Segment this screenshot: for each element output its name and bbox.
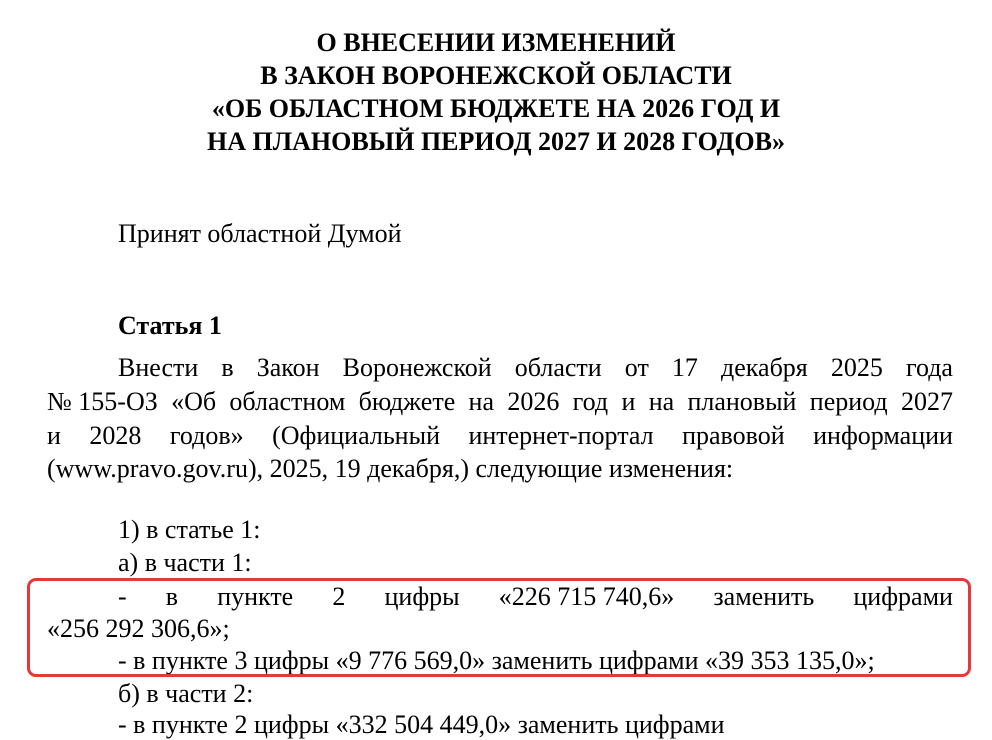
point-2-line: - в пункте 2 цифры «226 715 740,6» заменить цифрами <box>118 582 953 611</box>
article-intro-line-1: Внести в Закон Воронежской области от 17 декабря 2025 года <box>118 353 953 382</box>
article-intro-line-4: (www.pravo.gov.ru), 2025, 19 декабря,) следующие изменения: <box>47 454 734 483</box>
cut-off-line: - в пункте 2 цифры «332 504 449,0» заменить цифрами <box>118 710 725 739</box>
item-a: а) в части 1: <box>118 548 252 577</box>
point-3-line: - в пункте 3 цифры «9 776 569,0» заменить цифрами «39 353 135,0»; <box>118 646 875 675</box>
point-2-tail: «256 292 306,6»; <box>47 614 230 643</box>
title-line-1: О ВНЕСЕНИИ ИЗМЕНЕНИЙ <box>316 28 676 57</box>
title-line-4: НА ПЛАНОВЫЙ ПЕРИОД 2027 И 2028 ГОДОВ» <box>207 127 785 156</box>
title-line-2: В ЗАКОН ВОРОНЕЖСКОЙ ОБЛАСТИ <box>260 61 732 90</box>
adopted-by-text: Принят областной Думой <box>118 219 402 248</box>
item-b: б) в части 2: <box>118 679 254 708</box>
document-title <box>0 26 992 158</box>
article-intro-line-3: и 2028 годов» (Официальный интернет-портал правовой информации <box>47 421 953 450</box>
title-line-3: «ОБ ОБЛАСТНОМ БЮДЖЕТЕ НА 2026 ГОД И <box>211 94 781 123</box>
item-1: 1) в статье 1: <box>118 515 261 544</box>
article-intro-line-2: № 155-ОЗ «Об областном бюджете на 2026 год и на плановый период 2027 <box>47 387 953 416</box>
article-heading: Статья 1 <box>118 311 222 340</box>
